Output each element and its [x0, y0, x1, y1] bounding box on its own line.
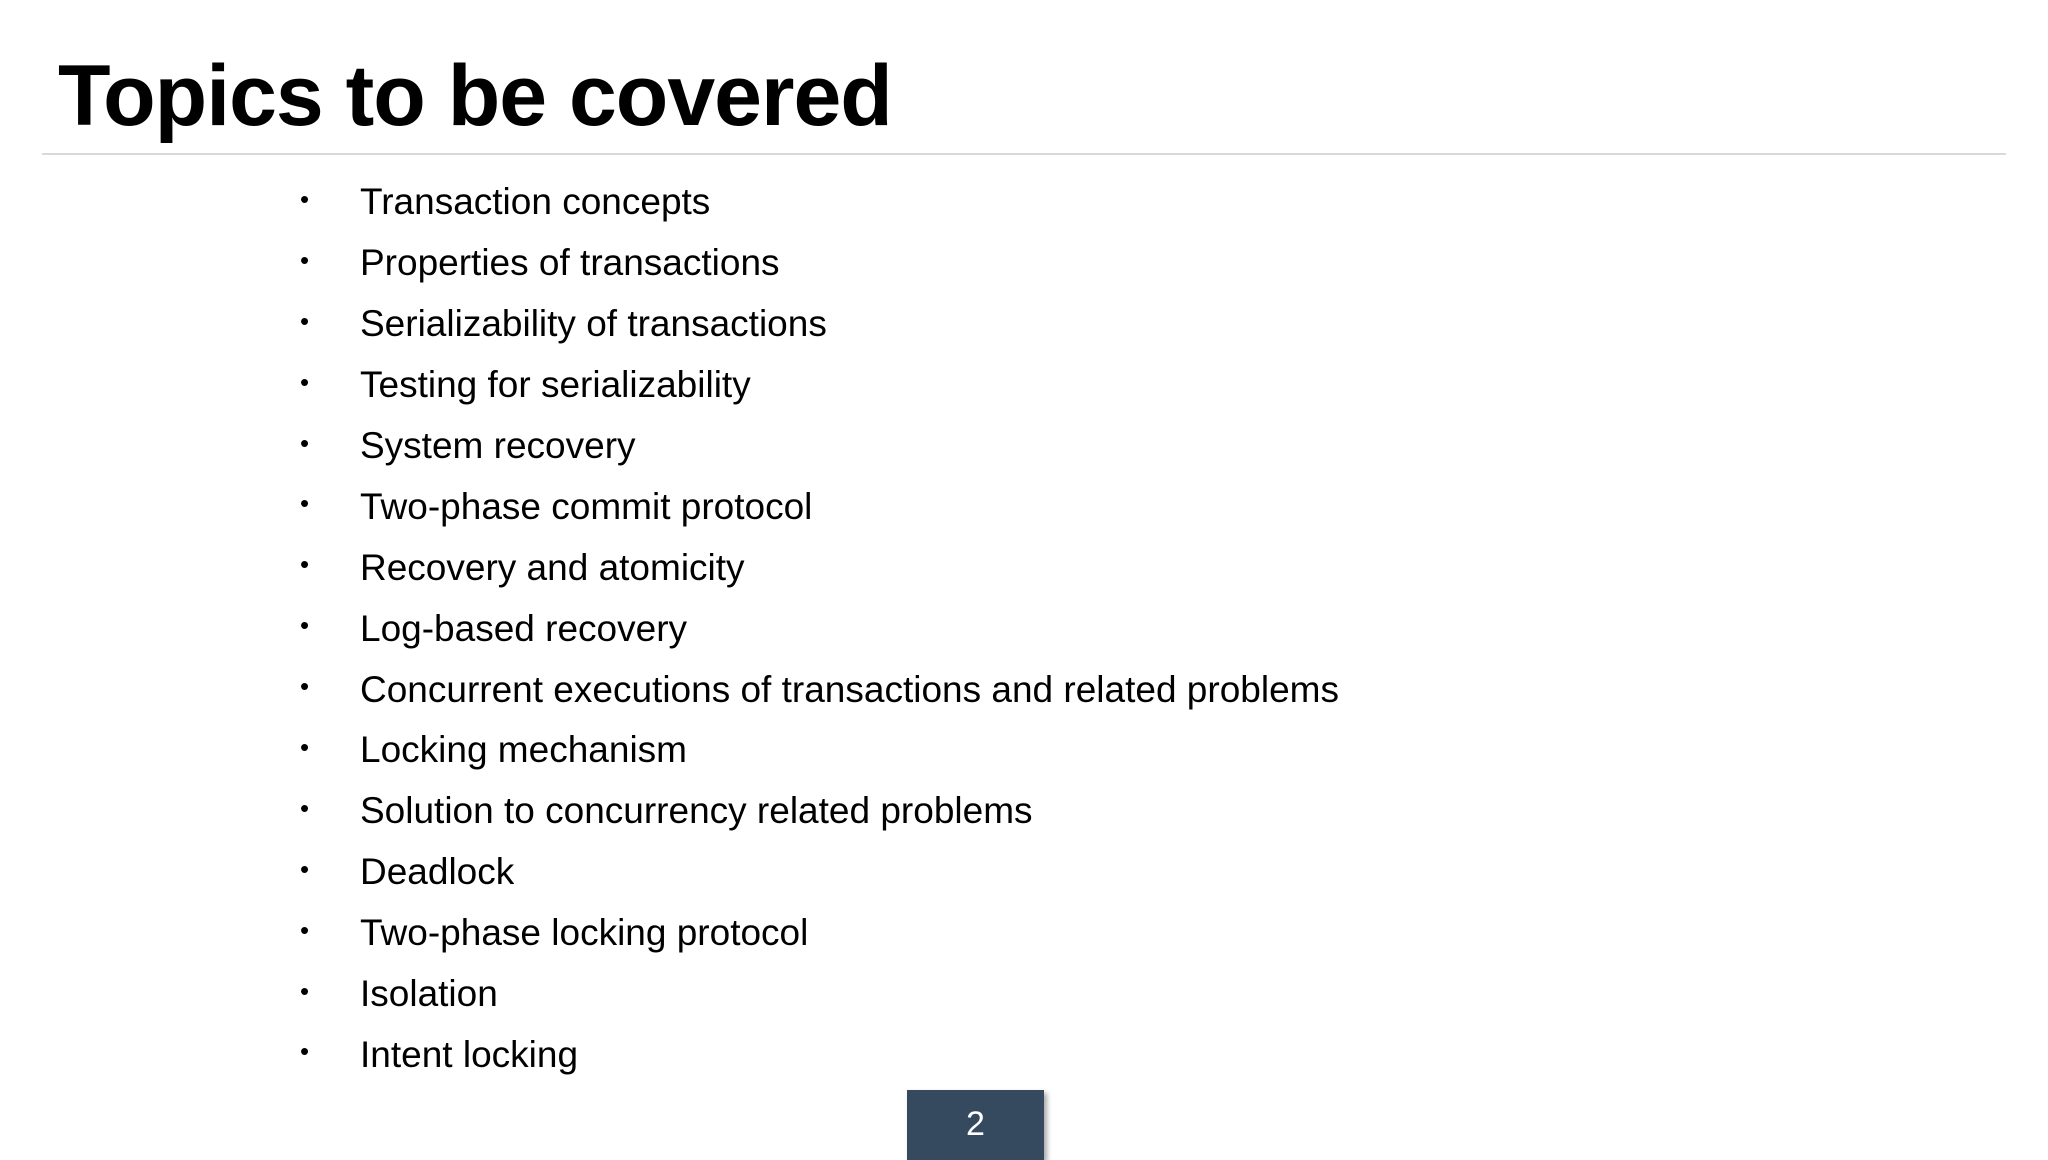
- topic-item: [300, 355, 1339, 416]
- topic-label: Deadlock: [360, 851, 515, 893]
- bullet-icon: •: [300, 183, 310, 214]
- slide-title: Topics to be covered: [58, 48, 892, 144]
- topic-label: Serializability of transactions: [360, 303, 827, 345]
- bullet-icon: •: [300, 427, 310, 458]
- topic-item: [300, 964, 1339, 1025]
- topic-item: [300, 720, 1339, 781]
- bullet-icon: •: [300, 671, 310, 702]
- topic-label: Properties of transactions: [360, 242, 780, 284]
- topic-label: Recovery and atomicity: [360, 546, 745, 588]
- bullet-icon: •: [300, 914, 310, 945]
- topic-item: [300, 659, 1339, 720]
- topic-item: [300, 903, 1339, 964]
- topic-item: [300, 781, 1339, 842]
- page-number-box: [907, 1090, 1044, 1160]
- bullet-icon: •: [300, 488, 310, 519]
- bullet-icon: •: [300, 975, 310, 1006]
- bullet-icon: •: [300, 1036, 310, 1067]
- topic-label: Two-phase locking protocol: [360, 912, 809, 954]
- topic-item: [300, 233, 1339, 294]
- topic-item: [300, 1024, 1339, 1085]
- topic-label: Log-based recovery: [360, 607, 688, 649]
- bullet-icon: •: [300, 305, 310, 336]
- topic-label: Transaction concepts: [360, 181, 711, 223]
- topic-label: Intent locking: [360, 1033, 579, 1075]
- topic-item: [300, 416, 1339, 477]
- bullet-icon: •: [300, 366, 310, 397]
- topic-item: [300, 476, 1339, 537]
- topic-label: Locking mechanism: [360, 729, 687, 771]
- title-divider: [42, 153, 2006, 155]
- topic-item: [300, 598, 1339, 659]
- topic-item: [300, 842, 1339, 903]
- bullet-icon: •: [300, 731, 310, 762]
- topic-label: System recovery: [360, 425, 636, 466]
- topic-label: Testing for serializability: [360, 364, 751, 406]
- topic-label: Concurrent executions of transactions and related problems: [360, 668, 1339, 710]
- topic-list: [300, 172, 1339, 1085]
- topic-item: [300, 172, 1339, 233]
- bullet-icon: •: [300, 549, 310, 580]
- topic-label: Isolation: [360, 973, 498, 1015]
- bullet-icon: •: [300, 610, 310, 641]
- topic-label: Solution to concurrency related problems: [360, 790, 1033, 832]
- topic-item: [300, 537, 1339, 598]
- page-number: 2: [966, 1105, 985, 1143]
- bullet-icon: •: [300, 853, 310, 884]
- topic-item: [300, 294, 1339, 355]
- bullet-icon: •: [300, 792, 310, 823]
- bullet-icon: •: [300, 244, 310, 275]
- topic-label: Two-phase commit protocol: [360, 485, 813, 527]
